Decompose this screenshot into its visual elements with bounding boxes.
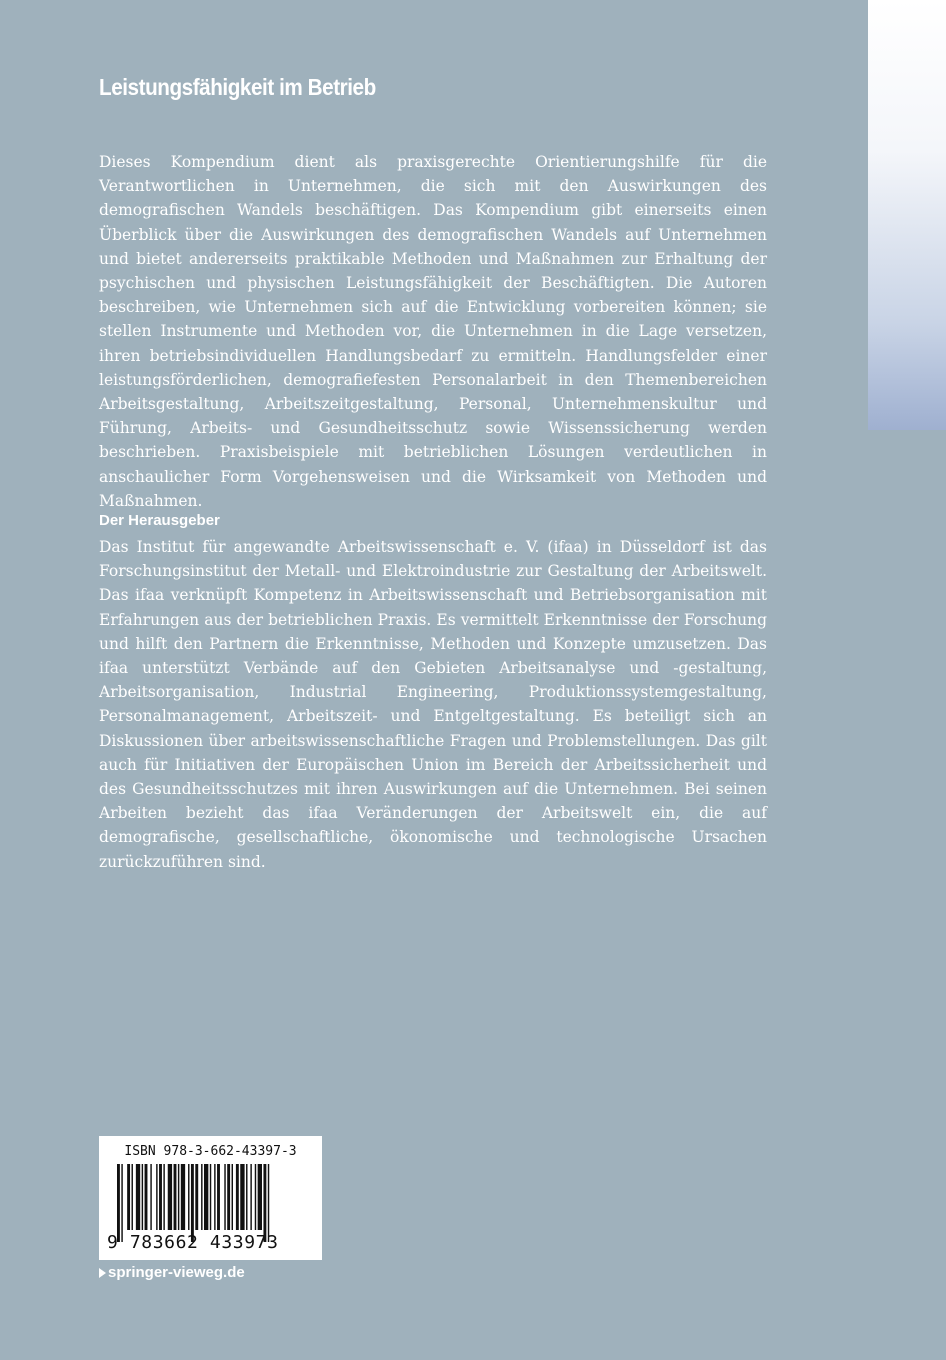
- barcode-bar: [145, 1164, 148, 1230]
- barcode-bar: [168, 1164, 172, 1230]
- barcode-bar: [156, 1164, 157, 1230]
- publisher-url: springer-vieweg.de: [108, 1264, 245, 1281]
- barcode-bar: [150, 1164, 151, 1230]
- barcode-bar: [174, 1164, 177, 1230]
- barcode-bar: [258, 1164, 262, 1230]
- barcode-bar: [163, 1164, 164, 1230]
- barcode-bar: [268, 1164, 269, 1242]
- barcode-bar: [142, 1164, 143, 1230]
- isbn-barcode: [99, 1136, 322, 1260]
- barcode-bar: [204, 1164, 208, 1230]
- barcode-bar: [121, 1164, 122, 1242]
- barcode-bar: [250, 1164, 251, 1230]
- barcode-bar: [191, 1164, 194, 1242]
- barcode-bar: [240, 1164, 244, 1230]
- cover-edge-strip: [868, 0, 946, 430]
- barcode-bar: [227, 1164, 230, 1230]
- barcode-bar: [255, 1164, 256, 1230]
- barcode-bar: [117, 1164, 120, 1242]
- barcode-bar: [127, 1164, 130, 1230]
- barcode-bar: [159, 1164, 162, 1230]
- publisher-description: Das Institut für angewandte Arbeitswissenschaft e. V. (ifaa) in Düsseldorf ist das Forschungsinstitut der Metall- und Elektroindustrie zur Gestaltung der Arbeitswelt. Das ifaa verknüpft Kompetenz in Arbeitswissenschaft und Betriebsorganisation mit Erfahrungen aus der betrieblichen Praxis. Es vermittelt Erkenntnisse der Forschung und hilft den Partnern die Erkenntnisse, Methoden und Konzepte umzusetzen. Das ifaa unterstützt Verbände auf den Gebieten Arbeitsanalyse und -gestaltung, Arbeitsorganisation, Industrial Engineering, Produktionssystemgestaltung, Personalmanagement, Arbeitszeit- und Entgeltgestaltung. Es beteiligt sich an Diskussionen über arbeitswissenschaftliche Fragen und Problemstellungen. Das gilt auch für Initiativen der Europäischen Union im Bereich der Arbeitssicherheit und des Gesundheitsschutzes mit ihren Auswirkungen auf die Unternehmen. Bei seinen Arbeiten bezieht das ifaa Veränderungen der Arbeitswelt ein, die auf demografische, gesellschaftliche, ökonomische und technologische Ursachen zurückzuführen sind.: [99, 538, 767, 871]
- barcode-bar: [236, 1164, 239, 1230]
- barcode-bar: [195, 1164, 198, 1230]
- publisher-heading: Der Herausgeber: [99, 512, 220, 529]
- barcode-bar: [214, 1164, 215, 1230]
- barcode-bar: [136, 1164, 140, 1230]
- barcode-digits: 9 783662 433973: [107, 1232, 279, 1253]
- barcode-bar: [210, 1164, 211, 1230]
- barcode-bar: [178, 1164, 179, 1230]
- isbn-label: ISBN 978-3-662-43397-3: [124, 1144, 297, 1159]
- barcode-bar: [246, 1164, 247, 1230]
- play-arrow-icon: [99, 1268, 106, 1278]
- barcode-bar: [263, 1164, 266, 1242]
- barcode-bar: [132, 1164, 133, 1230]
- barcode-bar: [224, 1164, 225, 1230]
- barcode-bar: [232, 1164, 233, 1230]
- barcode-bar: [201, 1164, 202, 1230]
- barcode-bar: [181, 1164, 185, 1230]
- barcode-bar: [188, 1164, 189, 1230]
- publisher-link[interactable]: [99, 1264, 245, 1281]
- book-description: Dieses Kompendium dient als praxisgerechte Orientierungshilfe für die Verantwortlichen in Unternehmen, die sich mit den Auswirkungen des demografischen Wandels beschäftigen. Das Kompendium gibt einerseits einen Überblick über die Auswirkungen des demografischen Wandels auf Unternehmen und bietet andererseits praktikable Methoden und Maßnahmen zur Erhaltung der psychischen und physischen Leistungsfähigkeit der Beschäftigten. Die Autoren beschreiben, wie Unternehmen sich auf die Entwicklung vorbereiten können; sie stellen Instrumente und Methoden vor, die Unternehmen in die Lage versetzen, ihren betriebsindividuellen Handlungsbedarf zu ermitteln. Handlungsfelder einer leistungsförderlichen, demografiefesten Personalarbeit in den Themenbereichen Arbeitsgestaltung, Arbeitszeitgestaltung, Personal, Unternehmenskultur und Führung, Arbeits- und Gesundheitsschutz sowie Wissenssicherung werden beschrieben. Praxisbeispiele mit betrieblichen Lösungen verdeutlichen in anschaulicher Form Vorgehensweisen und die Wirksamkeit von Methoden und Maßnahmen.: [99, 153, 767, 510]
- book-title: Leistungsfähigkeit im Betrieb: [99, 74, 376, 100]
- barcode-bar: [217, 1164, 220, 1230]
